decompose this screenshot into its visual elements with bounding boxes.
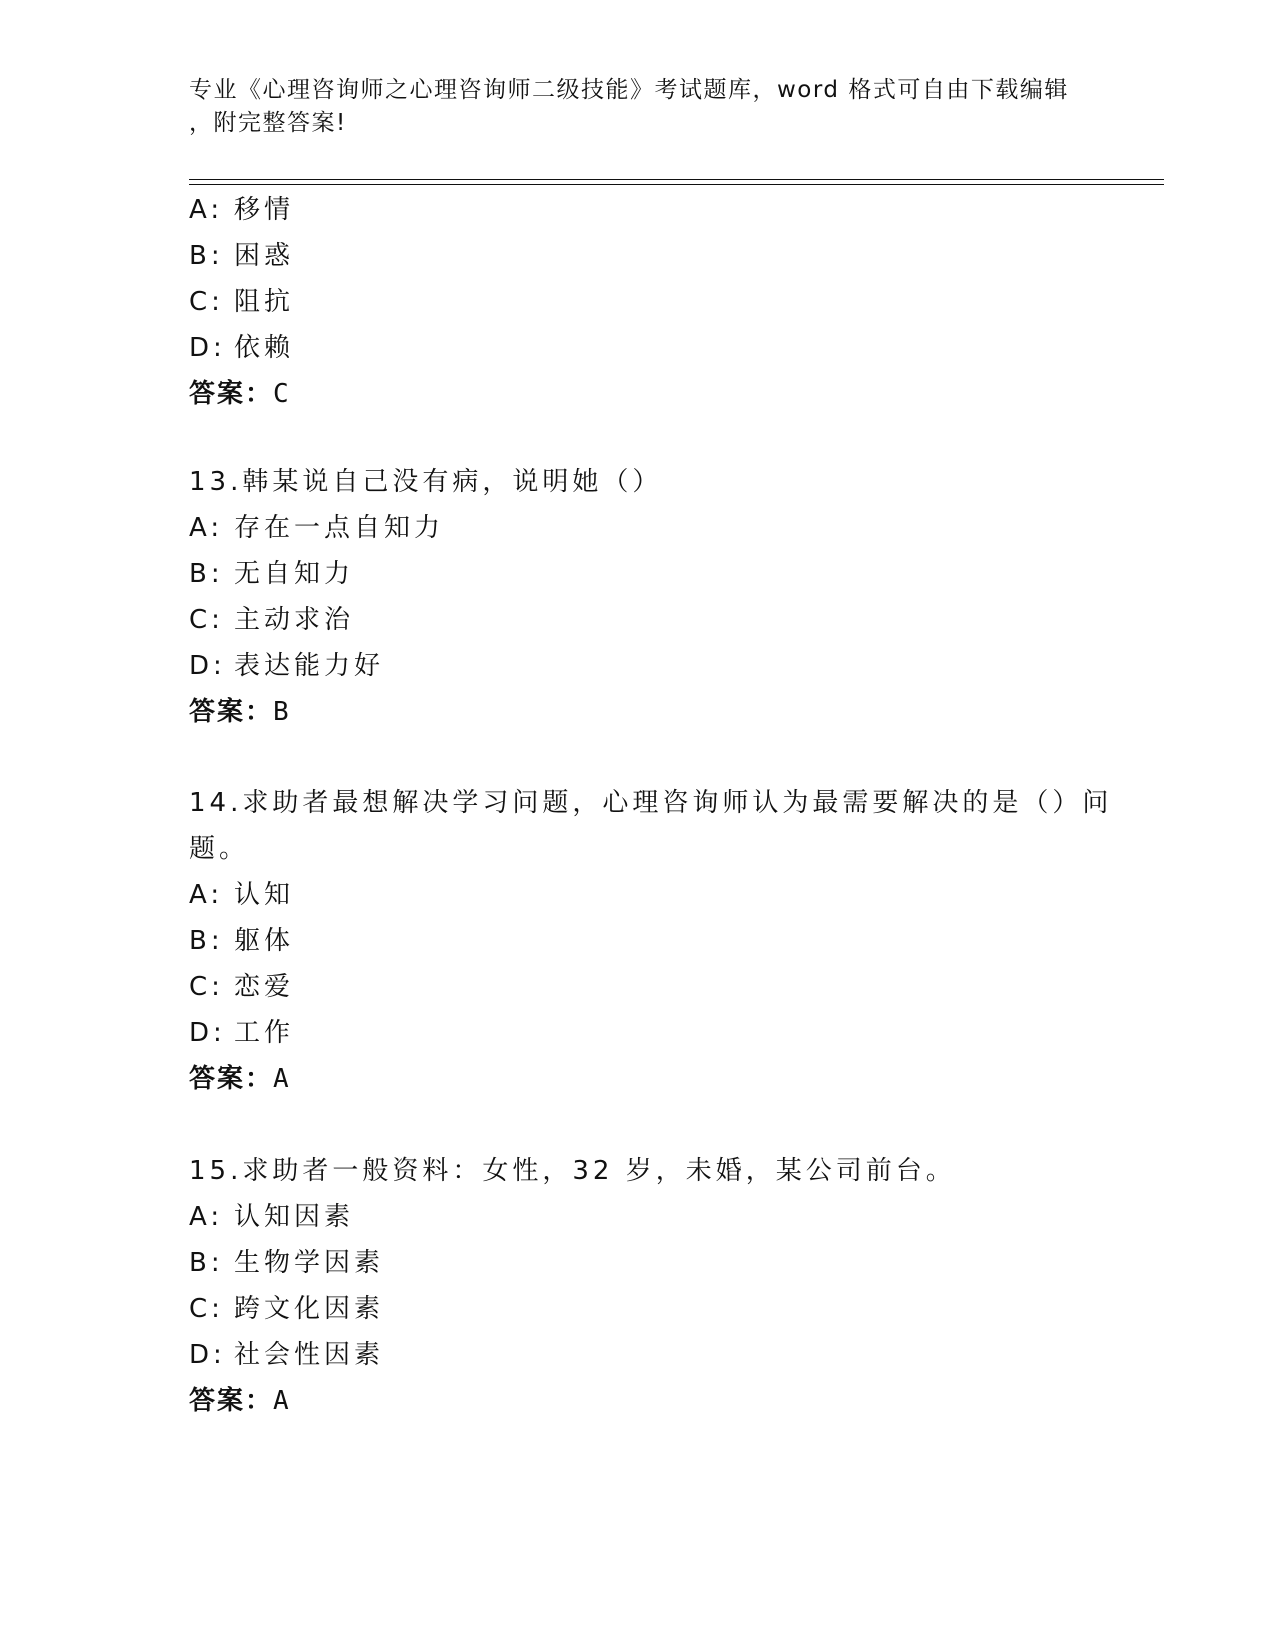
question-stem-line-1: 14.求助者最想解决学习问题，心理咨询师认为最需要解决的是（）问 (189, 788, 1113, 818)
option-text: 生物学因素 (234, 1248, 385, 1278)
option-letter: C: (189, 605, 224, 635)
option-letter: A: (189, 1202, 224, 1232)
option-b (189, 1240, 1149, 1286)
document-header (189, 74, 1089, 140)
header-divider-top (189, 179, 1164, 180)
option-b (189, 233, 1149, 279)
option-text: 移情 (234, 195, 295, 225)
option-letter: A: (189, 195, 224, 225)
answer-label: 答案： (189, 1386, 274, 1416)
option-text: 工作 (234, 1018, 295, 1048)
answer-label: 答案： (189, 379, 274, 409)
option-letter: D: (189, 651, 226, 681)
option-text: 恋爱 (234, 972, 295, 1002)
answer-label: 答案： (189, 697, 274, 727)
option-a (189, 505, 1149, 551)
header-line-1: 专业《心理咨询师之心理咨询师二级技能》考试题库，word 格式可自由下载编辑 (189, 77, 1069, 103)
option-d (189, 325, 1149, 371)
option-text: 跨文化因素 (234, 1294, 385, 1324)
option-b (189, 918, 1149, 964)
option-d (189, 1010, 1149, 1056)
answer (189, 1378, 1149, 1424)
option-a (189, 872, 1149, 918)
header-divider-bottom (189, 184, 1164, 185)
option-text: 认知因素 (234, 1202, 355, 1232)
option-text: 躯体 (234, 926, 295, 956)
option-c (189, 964, 1149, 1010)
option-text: 无自知力 (234, 559, 355, 589)
question-stem: 15.求助者一般资料：女性，32 岁，未婚，某公司前台。 (189, 1156, 956, 1186)
option-c (189, 597, 1149, 643)
option-letter: D: (189, 333, 226, 363)
option-a (189, 187, 1149, 233)
question-13 (189, 459, 1149, 735)
answer-label: 答案： (189, 1064, 274, 1094)
option-letter: B: (189, 559, 224, 589)
option-text: 存在一点自知力 (234, 513, 445, 543)
option-text: 社会性因素 (234, 1340, 385, 1370)
answer-value: A (273, 1386, 293, 1416)
question-stem-line-2: 题。 (189, 834, 250, 864)
option-c (189, 1286, 1149, 1332)
question-15 (189, 1148, 1149, 1424)
answer (189, 371, 1149, 417)
answer-value: C (273, 379, 293, 409)
option-c (189, 279, 1149, 325)
answer (189, 1056, 1149, 1102)
option-text: 表达能力好 (234, 651, 385, 681)
option-letter: D: (189, 1340, 226, 1370)
option-text: 主动求治 (234, 605, 355, 635)
answer (189, 689, 1149, 735)
option-a (189, 1194, 1149, 1240)
question-14 (189, 780, 1149, 1102)
option-letter: B: (189, 926, 224, 956)
option-d (189, 1332, 1149, 1378)
option-letter: C: (189, 287, 224, 317)
answer-value: B (273, 697, 293, 727)
option-letter: C: (189, 1294, 224, 1324)
option-text: 困惑 (234, 241, 295, 271)
option-text: 认知 (234, 880, 295, 910)
question-12 (189, 187, 1149, 417)
header-line-2: ，附完整答案! (189, 110, 347, 136)
option-letter: A: (189, 880, 224, 910)
answer-value: A (273, 1064, 293, 1094)
option-letter: A: (189, 513, 224, 543)
option-text: 阻抗 (234, 287, 295, 317)
option-letter: B: (189, 241, 224, 271)
option-letter: D: (189, 1018, 226, 1048)
option-d (189, 643, 1149, 689)
question-stem: 13.韩某说自己没有病，说明她（） (189, 467, 663, 497)
option-letter: B: (189, 1248, 224, 1278)
option-b (189, 551, 1149, 597)
option-letter: C: (189, 972, 224, 1002)
option-text: 依赖 (234, 333, 295, 363)
